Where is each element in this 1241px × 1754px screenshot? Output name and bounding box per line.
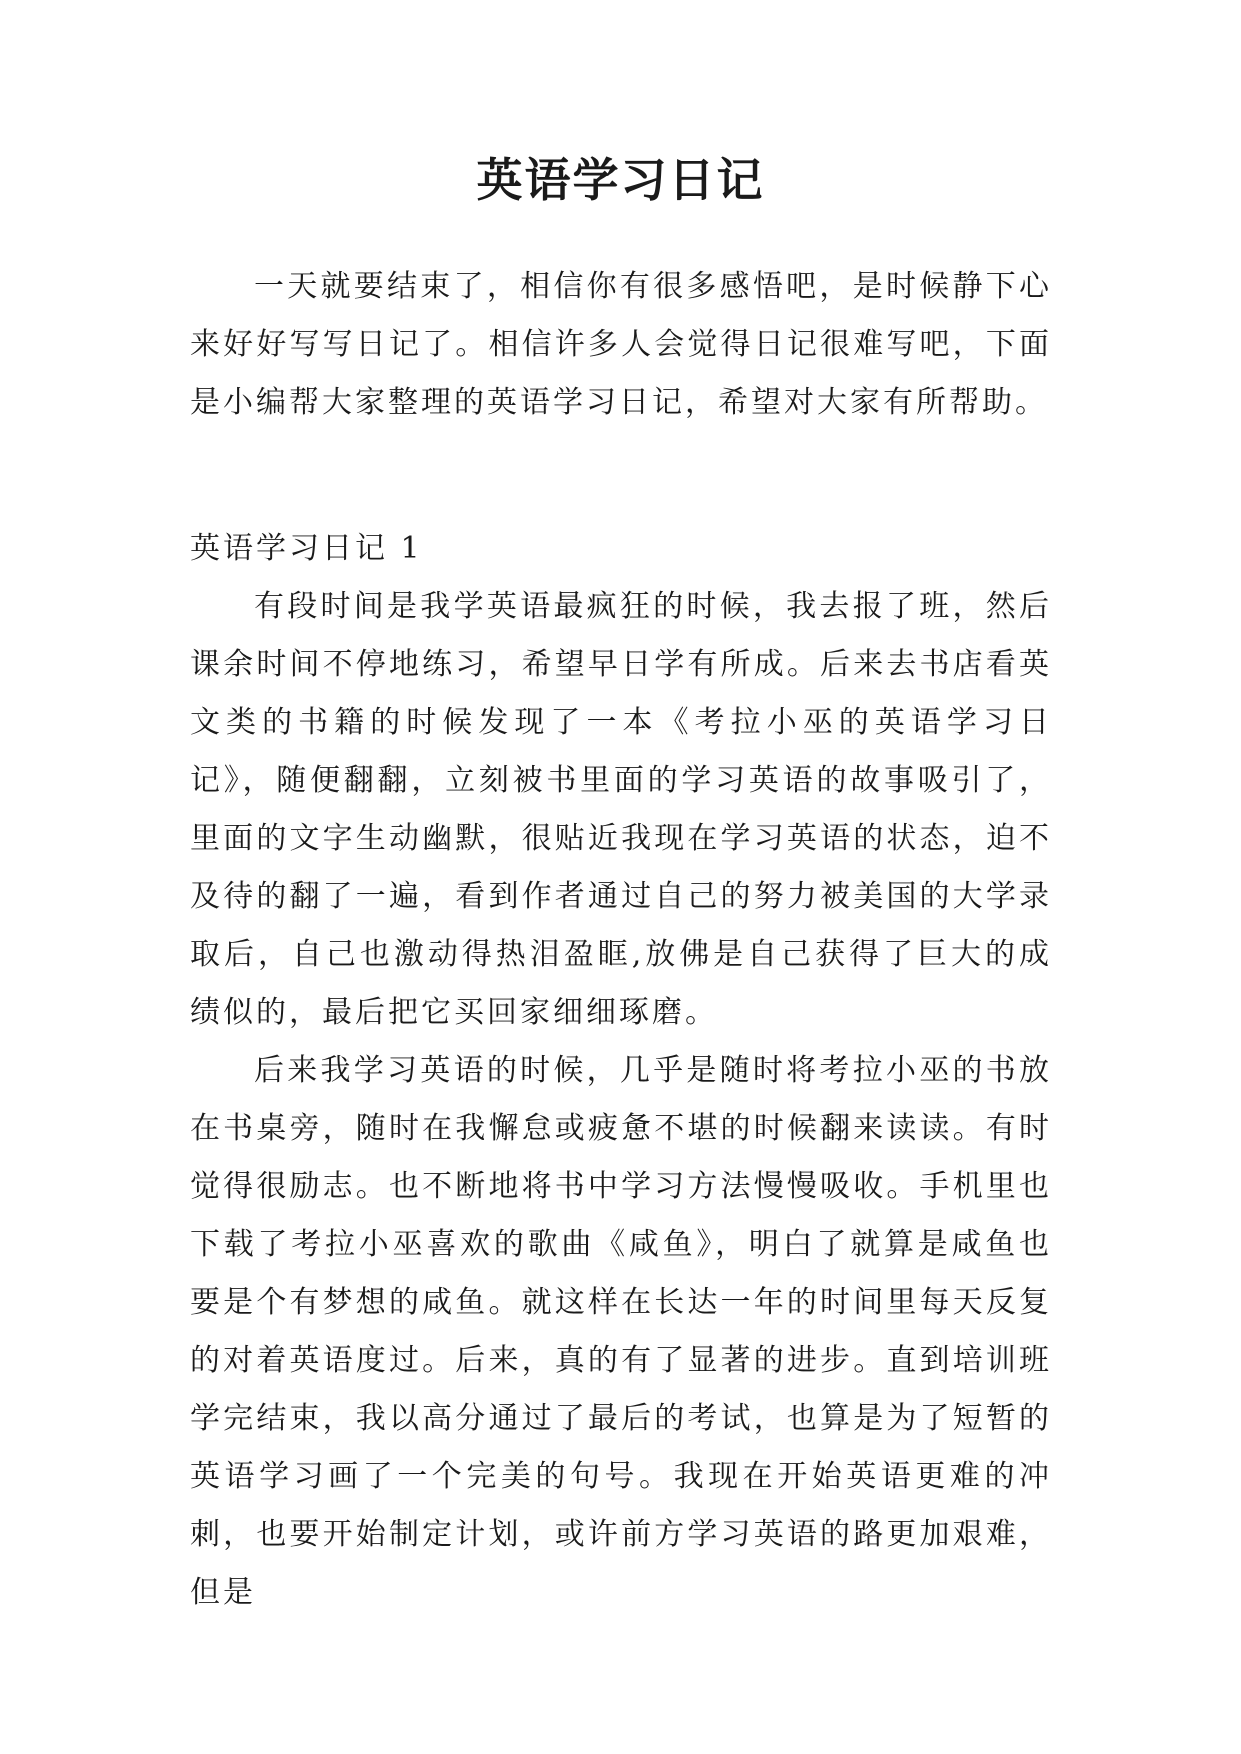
body-paragraph-2: 后来我学习英语的时候，几乎是随时将考拉小巫的书放在书桌旁，随时在我懈怠或疲惫不堪的时候翻来读读。有时觉得很励志。也不断地将书中学习方法慢慢吸收。手机里也下载了考拉小巫喜欢的歌曲《咸鱼》，明白了就算是咸鱼也要是个有梦想的咸鱼。就这样在长达一年的时间里每天反复的对着英语度过。后来，真的有了显著的进步。直到培训班学完结束，我以高分通过了最后的考试，也算是为了短暂的英语学习画了一个完美的句号。我现在开始英语更难的冲刺，也要开始制定计划，或许前方学习英语的路更加艰难，但是 — [190, 1053, 1052, 1610]
document-title: 英语学习日记 — [476, 153, 765, 207]
section-heading: 英语学习日记 1 — [190, 531, 423, 566]
body-paragraph-1: 有段时间是我学英语最疯狂的时候，我去报了班，然后课余时间不停地练习，希望早日学有所成。后来去书店看英文类的书籍的时候发现了一本《考拉小巫的英语学习日记》，随便翻翻，立刻被书里面的学习英语的故事吸引了，里面的文字生动幽默，很贴近我现在学习英语的状态，迫不及待的翻了一遍，看到作者通过自己的努力被美国的大学录取后，自己也激动得热泪盈眶,放佛是自己获得了巨大的成绩似的，最后把它买回家细细琢磨。 — [190, 589, 1052, 1030]
intro-paragraph: 一天就要结束了，相信你有很多感悟吧，是时候静下心来好好写写日记了。相信许多人会觉得日记很难写吧，下面是小编帮大家整理的英语学习日记，希望对大家有所帮助。 — [190, 269, 1052, 420]
intro-block — [190, 258, 1052, 432]
diary-section-1 — [190, 520, 1052, 1622]
